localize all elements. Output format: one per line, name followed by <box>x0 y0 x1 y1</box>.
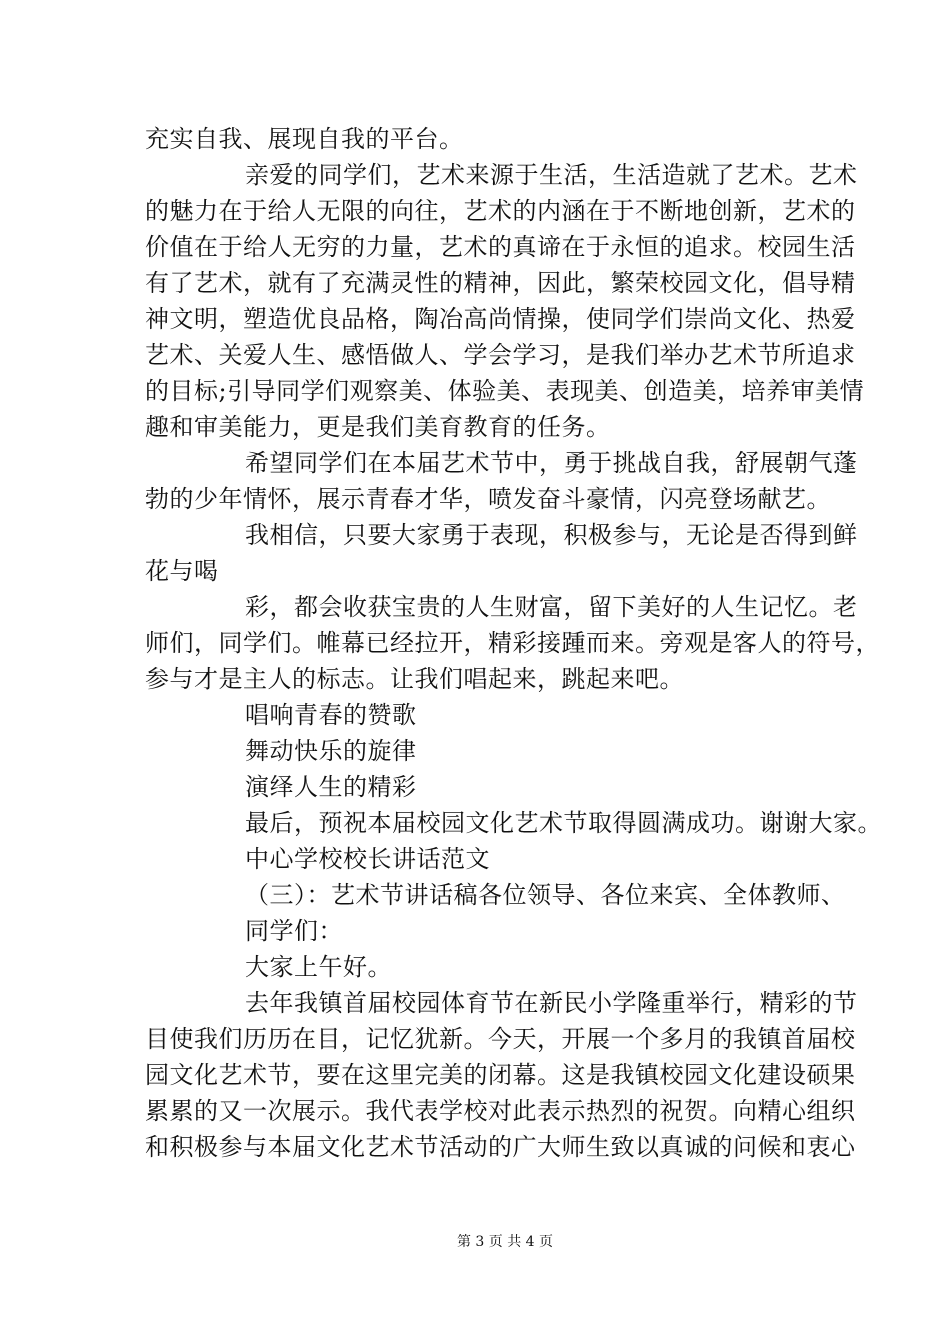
text-line: 最后，预祝本届校园文化艺术节取得圆满成功。谢谢大家。 <box>245 809 882 837</box>
text-line: 和积极参与本届文化艺术节活动的广大师生致以真诚的问候和衷心 <box>145 1133 856 1161</box>
text-line: 参与才是主人的标志。让我们唱起来，跳起来吧。 <box>145 665 684 693</box>
text-line: 舞动快乐的旋律 <box>245 737 417 765</box>
page-number-footer: 第 3 页 共 4 页 <box>456 1234 554 1250</box>
text-line: 师们，同学们。帷幕已经拉开，精彩接踵而来。旁观是客人的符号， <box>145 629 880 657</box>
text-line: 累累的又一次展示。我代表学校对此表示热烈的祝贺。向精心组织 <box>145 1097 856 1125</box>
text-line: （三）：艺术节讲话稿各位领导、各位来宾、全体教师、 <box>245 881 846 909</box>
text-line: 目使我们历历在目，记忆犹新。今天，开展一个多月的我镇首届校 <box>145 1025 856 1053</box>
text-line: 彩，都会收获宝贵的人生财富，留下美好的人生记忆。老 <box>245 593 858 621</box>
text-line: 去年我镇首届校园体育节在新民小学隆重举行，精彩的节 <box>245 989 858 1017</box>
text-line: 花与喝 <box>145 557 219 585</box>
text-line: 有了艺术，就有了充满灵性的精神，因此，繁荣校园文化，倡导精 <box>145 269 856 297</box>
text-line: 园文化艺术节，要在这里完美的闭幕。这是我镇校园文化建设硕果 <box>145 1061 856 1089</box>
text-line: 同学们： <box>245 917 343 945</box>
text-line: 价值在于给人无穷的力量，艺术的真谛在于永恒的追求。校园生活 <box>145 233 856 261</box>
text-line: 趣和审美能力，更是我们美育教育的任务。 <box>145 413 611 441</box>
text-line: 的目标;引导同学们观察美、体验美、表现美、创造美，培养审美情 <box>145 377 865 405</box>
text-line: 勃的少年情怀，展示青春才华，喷发奋斗豪情，闪亮登场献艺。 <box>145 485 831 513</box>
text-line: 希望同学们在本届艺术节中，勇于挑战自我，舒展朝气蓬 <box>245 449 858 477</box>
text-line: 大家上午好。 <box>245 953 392 981</box>
text-line: 艺术、关爱人生、感悟做人、学会学习，是我们举办艺术节所追求 <box>145 341 856 369</box>
text-line: 亲爱的同学们，艺术来源于生活，生活造就了艺术。艺术 <box>245 161 858 189</box>
text-line: 演绎人生的精彩 <box>245 773 417 801</box>
text-line: 中心学校校长讲话范文 <box>245 845 490 873</box>
text-line: 我相信，只要大家勇于表现，积极参与，无论是否得到鲜 <box>245 521 858 549</box>
text-line: 神文明，塑造优良品格，陶冶高尚情操，使同学们崇尚文化、热爱 <box>145 305 856 333</box>
text-line: 的魅力在于给人无限的向往，艺术的内涵在于不断地创新，艺术的 <box>145 197 856 225</box>
text-line: 充实自我、展现自我的平台。 <box>145 125 464 153</box>
text-line: 唱响青春的赞歌 <box>245 701 417 729</box>
